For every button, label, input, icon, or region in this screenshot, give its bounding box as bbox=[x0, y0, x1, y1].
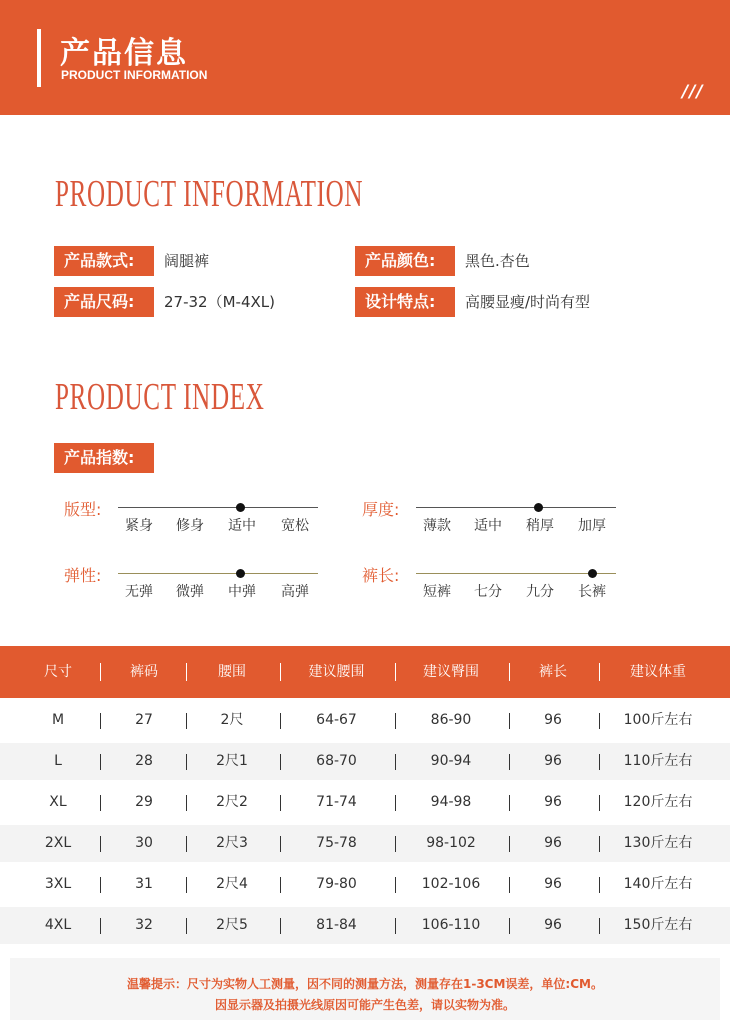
info-label-style: 产品款式: bbox=[54, 246, 154, 276]
scale-option: 加厚 bbox=[578, 518, 606, 534]
table-cell: 96 bbox=[544, 712, 562, 728]
scale-option: 高弹 bbox=[281, 584, 309, 600]
table-cell: 150斤左右 bbox=[623, 917, 693, 933]
table-header-cell: 建议腰围 bbox=[308, 664, 365, 680]
scale-option: 适中 bbox=[474, 518, 502, 534]
row-divider bbox=[100, 754, 101, 770]
scale-option: 九分 bbox=[526, 584, 554, 600]
table-cell: 140斤左右 bbox=[623, 876, 693, 892]
table-cell: 2尺1 bbox=[216, 753, 248, 769]
table-cell: 28 bbox=[135, 753, 153, 769]
info-label-size: 产品尺码: bbox=[54, 287, 154, 317]
table-cell: 102-106 bbox=[421, 876, 481, 892]
table-cell: 31 bbox=[135, 876, 153, 892]
decor-slashes: /// bbox=[682, 82, 704, 102]
scale-marker-fit bbox=[236, 503, 245, 512]
row-divider bbox=[100, 836, 101, 852]
table-header-cell: 建议体重 bbox=[630, 664, 686, 680]
table-cell: 94-98 bbox=[430, 794, 472, 810]
tips-line-2: 因显示器及拍摄光线原因可能产生色差，请以实物为准。 bbox=[214, 998, 515, 1012]
scale-option: 紧身 bbox=[125, 518, 153, 534]
scale-line-thickness bbox=[416, 507, 616, 508]
row-divider bbox=[100, 877, 101, 893]
info-value-style: 阔腿裤 bbox=[164, 252, 210, 270]
table-header-cell: 建议臀围 bbox=[423, 664, 479, 680]
table-cell: 130斤左右 bbox=[623, 835, 693, 851]
scale-line-elasticity bbox=[118, 573, 318, 574]
scale-line-fit bbox=[118, 507, 318, 508]
scale-option: 薄款 bbox=[423, 518, 451, 534]
scale-option: 无弹 bbox=[125, 584, 153, 600]
row-divider bbox=[100, 918, 101, 934]
scale-label-elasticity: 弹性: bbox=[64, 566, 102, 585]
scale-option: 长裤 bbox=[578, 584, 606, 600]
table-row bbox=[0, 702, 730, 739]
scale-option: 微弹 bbox=[176, 584, 204, 600]
scale-option: 宽松 bbox=[281, 518, 309, 534]
info-value-color: 黑色.杏色 bbox=[465, 252, 530, 270]
info-label-design: 设计特点: bbox=[355, 287, 455, 317]
table-cell: 27 bbox=[135, 712, 153, 728]
size-table-header bbox=[0, 646, 730, 698]
table-cell: 2尺3 bbox=[216, 835, 248, 851]
table-cell: 30 bbox=[135, 835, 153, 851]
section-title-information: PRODUCT INFORMATION bbox=[55, 173, 364, 215]
row-divider bbox=[100, 713, 101, 729]
table-cell: 96 bbox=[544, 876, 562, 892]
header-accent-bar bbox=[37, 29, 41, 87]
table-cell: 86-90 bbox=[430, 712, 472, 728]
table-cell: 68-70 bbox=[316, 753, 357, 769]
table-cell: 71-74 bbox=[316, 794, 357, 810]
table-header-cell: 裤长 bbox=[539, 664, 567, 680]
table-header-cell: 尺寸 bbox=[44, 664, 72, 680]
table-cell: 2尺2 bbox=[216, 794, 248, 810]
table-header-cell: 裤码 bbox=[130, 664, 158, 680]
table-cell: 120斤左右 bbox=[623, 794, 693, 810]
index-label: 产品指数: bbox=[54, 443, 154, 473]
scale-label-fit: 版型: bbox=[64, 500, 102, 519]
table-cell: 2尺 bbox=[220, 712, 244, 728]
table-row bbox=[0, 825, 730, 862]
scale-option: 稍厚 bbox=[526, 518, 554, 534]
table-cell: 2尺4 bbox=[216, 876, 248, 892]
table-cell: 2XL bbox=[44, 835, 72, 851]
table-cell: 75-78 bbox=[316, 835, 357, 851]
scale-marker-length bbox=[588, 569, 597, 578]
table-cell: 32 bbox=[135, 917, 153, 933]
table-cell: 106-110 bbox=[421, 917, 481, 933]
scale-option: 中弹 bbox=[228, 584, 256, 600]
table-row bbox=[0, 866, 730, 903]
table-cell: 64-67 bbox=[316, 712, 357, 728]
scale-marker-thickness bbox=[534, 503, 543, 512]
header-divider bbox=[100, 663, 101, 681]
scale-option: 七分 bbox=[474, 584, 502, 600]
table-row bbox=[0, 743, 730, 780]
page-subtitle: PRODUCT INFORMATION bbox=[61, 68, 208, 82]
scale-line-length bbox=[416, 573, 616, 574]
tips-note bbox=[10, 958, 720, 1020]
table-cell: 96 bbox=[544, 753, 562, 769]
table-cell: 96 bbox=[544, 917, 562, 933]
table-cell: 110斤左右 bbox=[623, 753, 693, 769]
table-cell: 29 bbox=[135, 794, 153, 810]
table-cell: 96 bbox=[544, 835, 562, 851]
table-cell: 96 bbox=[544, 794, 562, 810]
tips-line-1: 温馨提示：尺寸为实物人工测量，因不同的测量方法，测量存在1-3CM误差，单位:CM。 bbox=[127, 977, 603, 991]
table-cell: 3XL bbox=[44, 876, 72, 892]
table-cell: 90-94 bbox=[430, 753, 472, 769]
info-value-size: 27-32（M-4XL) bbox=[164, 293, 275, 311]
info-label-color: 产品颜色: bbox=[355, 246, 455, 276]
scale-marker-elasticity bbox=[236, 569, 245, 578]
table-cell: 98-102 bbox=[426, 835, 476, 851]
scale-label-length: 裤长: bbox=[362, 566, 400, 585]
header-banner bbox=[0, 0, 730, 115]
scale-option: 修身 bbox=[176, 518, 204, 534]
table-cell: 100斤左右 bbox=[623, 712, 693, 728]
table-cell: 4XL bbox=[44, 917, 72, 933]
table-cell: XL bbox=[49, 794, 67, 810]
page-title: 产品信息 bbox=[60, 36, 188, 71]
scale-option: 适中 bbox=[228, 518, 256, 534]
table-row bbox=[0, 907, 730, 944]
table-row bbox=[0, 784, 730, 821]
table-cell: 79-80 bbox=[316, 876, 357, 892]
scale-label-thickness: 厚度: bbox=[362, 500, 400, 519]
info-value-design: 高腰显瘦/时尚有型 bbox=[465, 293, 591, 311]
table-header-cell: 腰围 bbox=[218, 664, 246, 680]
scale-option: 短裤 bbox=[423, 584, 451, 600]
table-cell: L bbox=[54, 753, 62, 769]
table-cell: 2尺5 bbox=[216, 917, 248, 933]
section-title-index: PRODUCT INDEX bbox=[55, 376, 265, 418]
table-cell: M bbox=[51, 712, 65, 728]
row-divider bbox=[100, 795, 101, 811]
table-cell: 81-84 bbox=[316, 917, 357, 933]
